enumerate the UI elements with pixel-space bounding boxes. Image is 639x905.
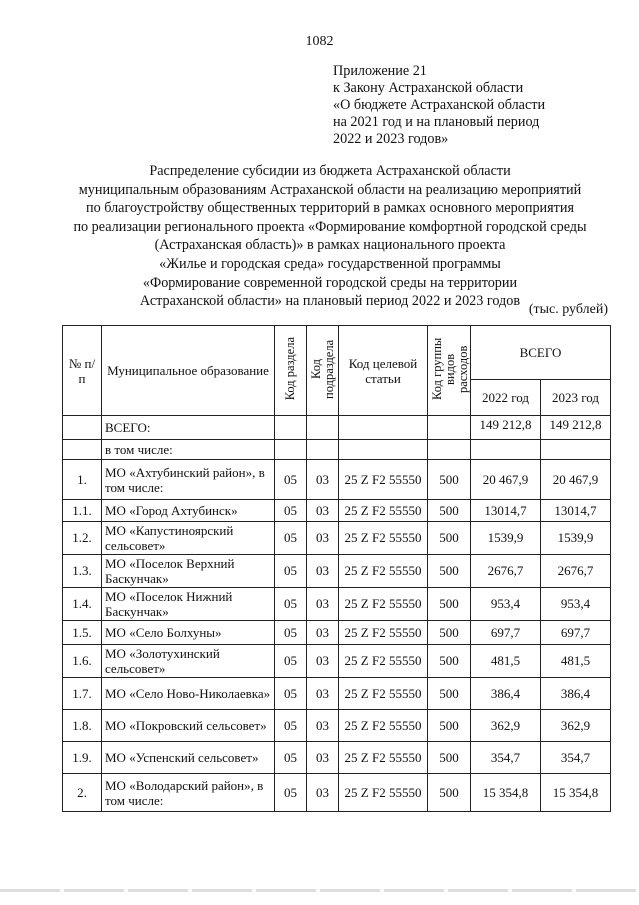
cell-y2022: 2676,7 — [471, 555, 541, 588]
cell-section: 05 — [275, 621, 307, 645]
cell-num: 1.5. — [63, 621, 102, 645]
cell-y2022: 386,4 — [471, 678, 541, 710]
cell-target: 25 Z F2 55550 — [339, 678, 428, 710]
header-2022: 2022 год — [471, 380, 541, 416]
cell-num: 1.6. — [63, 645, 102, 678]
cell-subsection: 03 — [307, 500, 339, 522]
cell-group: 500 — [428, 460, 471, 500]
table-row — [63, 742, 611, 774]
cell-y2023: 13014,7 — [541, 500, 611, 522]
cell-num: 1.8. — [63, 710, 102, 742]
cell-target: 25 Z F2 55550 — [339, 522, 428, 555]
cell-y2023: 149 212,8 — [541, 416, 611, 440]
table-row — [63, 522, 611, 555]
cell-group: 500 — [428, 500, 471, 522]
cell-y2022: 20 467,9 — [471, 460, 541, 500]
cell-num: 1.4. — [63, 588, 102, 621]
cell-group: 500 — [428, 645, 471, 678]
cell-subsection: 03 — [307, 588, 339, 621]
header-expense-group — [428, 326, 471, 416]
cell-group: 500 — [428, 774, 471, 812]
cell-y2022: 481,5 — [471, 645, 541, 678]
cell-section: 05 — [275, 460, 307, 500]
units-label: (тыс. рублей) — [528, 302, 608, 317]
cell-subsection: 03 — [307, 710, 339, 742]
cell-subsection: 03 — [307, 621, 339, 645]
title-line: «Формирование современной городской среды на территории — [142, 274, 518, 291]
cell-target — [339, 440, 428, 460]
cell-name: МО «Поселок Нижний Баскунчак» — [102, 588, 275, 621]
cell-name: в том числе: — [102, 440, 275, 460]
cell-group — [428, 416, 471, 440]
cell-num: 1.9. — [63, 742, 102, 774]
cell-num: 2. — [63, 774, 102, 812]
table-row — [63, 588, 611, 621]
cell-group: 500 — [428, 522, 471, 555]
cell-subsection — [307, 416, 339, 440]
cell-y2023: 481,5 — [541, 645, 611, 678]
cell-y2023: 20 467,9 — [541, 460, 611, 500]
cell-y2022: 697,7 — [471, 621, 541, 645]
cell-group — [428, 440, 471, 460]
cell-name: МО «Поселок Верхний Баскунчак» — [102, 555, 275, 588]
cell-y2023: 2676,7 — [541, 555, 611, 588]
appendix-line: Приложение 21 — [333, 63, 427, 79]
cell-target — [339, 416, 428, 440]
cell-section: 05 — [275, 500, 307, 522]
cell-subsection: 03 — [307, 742, 339, 774]
cell-name: МО «Село Болхуны» — [102, 621, 275, 645]
cell-name: МО «Покровский сельсовет» — [102, 710, 275, 742]
table-row — [63, 500, 611, 522]
cell-y2023: 354,7 — [541, 742, 611, 774]
header-expense-group-text: Код группы видов расходов — [430, 337, 470, 401]
title-line: «Жилье и городская среда» государственной программы — [159, 255, 501, 272]
cell-section: 05 — [275, 678, 307, 710]
appendix-line: на 2021 год и на плановый период — [333, 114, 540, 130]
title-line: по благоустройству общественных территорий в рамках основного мероприятия — [86, 200, 574, 217]
cell-subsection — [307, 440, 339, 460]
cell-y2023: 697,7 — [541, 621, 611, 645]
cell-y2022: 354,7 — [471, 742, 541, 774]
cell-subsection: 03 — [307, 522, 339, 555]
table-body — [63, 416, 611, 812]
subsidy-table — [62, 325, 611, 812]
table-row — [63, 460, 611, 500]
title-line: Астраханской области» на плановый период 2022 и 2023 годов — [139, 293, 521, 310]
cell-name: МО «Капустиноярский сельсовет» — [102, 522, 275, 555]
cell-subsection: 03 — [307, 645, 339, 678]
cell-target: 25 Z F2 55550 — [339, 588, 428, 621]
cell-name: МО «Золотухинский сельсовет» — [102, 645, 275, 678]
cell-target: 25 Z F2 55550 — [339, 621, 428, 645]
header-subsection-code-text: Код подраздела — [309, 339, 336, 399]
cell-name: МО «Володарский район», в том числе: — [102, 774, 275, 812]
cell-y2023: 1539,9 — [541, 522, 611, 555]
table-row — [63, 710, 611, 742]
cell-name: МО «Село Ново-Николаевка» — [102, 678, 275, 710]
header-num: № п/п — [63, 326, 102, 416]
cell-target: 25 Z F2 55550 — [339, 774, 428, 812]
cell-y2022: 13014,7 — [471, 500, 541, 522]
cell-subsection: 03 — [307, 460, 339, 500]
cell-section: 05 — [275, 588, 307, 621]
header-2023: 2023 год — [541, 380, 611, 416]
cell-section — [275, 416, 307, 440]
cell-num: 1.3. — [63, 555, 102, 588]
table-row — [63, 416, 611, 440]
cell-group: 500 — [428, 742, 471, 774]
cell-section: 05 — [275, 645, 307, 678]
title-line: по реализации регионального проекта «Формирование комфортной городской среды — [73, 218, 587, 235]
cell-name: МО «Ахтубинский район», в том числе: — [102, 460, 275, 500]
cell-group: 500 — [428, 710, 471, 742]
cell-subsection: 03 — [307, 555, 339, 588]
cell-section: 05 — [275, 522, 307, 555]
cell-target: 25 Z F2 55550 — [339, 555, 428, 588]
table-row — [63, 440, 611, 460]
table-row — [63, 621, 611, 645]
cell-y2022: 149 212,8 — [471, 416, 541, 440]
header-subsection-code — [307, 326, 339, 416]
title-line: Распределение субсидии из бюджета Астраханской области — [149, 163, 511, 179]
cell-name: МО «Успенский сельсовет» — [102, 742, 275, 774]
title-line: муниципальным образованиям Астраханской области на реализацию мероприятий — [78, 181, 582, 198]
document-title — [40, 162, 620, 311]
footer-divider — [0, 889, 639, 892]
appendix-line: к Закону Астраханской области — [333, 80, 524, 96]
header-total: ВСЕГО — [471, 326, 611, 380]
cell-group: 500 — [428, 621, 471, 645]
cell-section: 05 — [275, 555, 307, 588]
cell-section: 05 — [275, 774, 307, 812]
cell-target: 25 Z F2 55550 — [339, 710, 428, 742]
cell-target: 25 Z F2 55550 — [339, 645, 428, 678]
appendix-block — [333, 63, 545, 148]
cell-y2022: 15 354,8 — [471, 774, 541, 812]
cell-section: 05 — [275, 742, 307, 774]
cell-y2023 — [541, 440, 611, 460]
cell-group: 500 — [428, 678, 471, 710]
cell-target: 25 Z F2 55550 — [339, 742, 428, 774]
appendix-line: 2022 и 2023 годов» — [333, 131, 449, 147]
cell-y2023: 362,9 — [541, 710, 611, 742]
cell-y2023: 953,4 — [541, 588, 611, 621]
header-section-code-text: Код раздела — [283, 337, 297, 401]
cell-num: 1.7. — [63, 678, 102, 710]
table-row — [63, 678, 611, 710]
cell-target: 25 Z F2 55550 — [339, 460, 428, 500]
table-row — [63, 774, 611, 812]
cell-group: 500 — [428, 555, 471, 588]
appendix-line: «О бюджете Астраханской области — [333, 97, 546, 113]
cell-section — [275, 440, 307, 460]
cell-num: 1.1. — [63, 500, 102, 522]
cell-name: МО «Город Ахтубинск» — [102, 500, 275, 522]
page-number: 1082 — [305, 34, 334, 49]
cell-target: 25 Z F2 55550 — [339, 500, 428, 522]
cell-num — [63, 440, 102, 460]
cell-y2022: 362,9 — [471, 710, 541, 742]
cell-y2023: 386,4 — [541, 678, 611, 710]
header-municipality: Муниципальное образование — [102, 326, 275, 416]
title-line: (Астраханская область)» в рамках национального проекта — [154, 237, 506, 254]
cell-num: 1. — [63, 460, 102, 500]
cell-num — [63, 416, 102, 440]
cell-subsection: 03 — [307, 774, 339, 812]
cell-name: ВСЕГО: — [102, 416, 275, 440]
cell-num: 1.2. — [63, 522, 102, 555]
cell-y2022: 1539,9 — [471, 522, 541, 555]
cell-y2022: 953,4 — [471, 588, 541, 621]
cell-subsection: 03 — [307, 678, 339, 710]
table-row — [63, 555, 611, 588]
cell-y2023: 15 354,8 — [541, 774, 611, 812]
cell-y2022 — [471, 440, 541, 460]
cell-group: 500 — [428, 588, 471, 621]
table-row — [63, 645, 611, 678]
header-section-code — [275, 326, 307, 416]
header-target-code: Код целевой статьи — [339, 326, 428, 416]
cell-section: 05 — [275, 710, 307, 742]
